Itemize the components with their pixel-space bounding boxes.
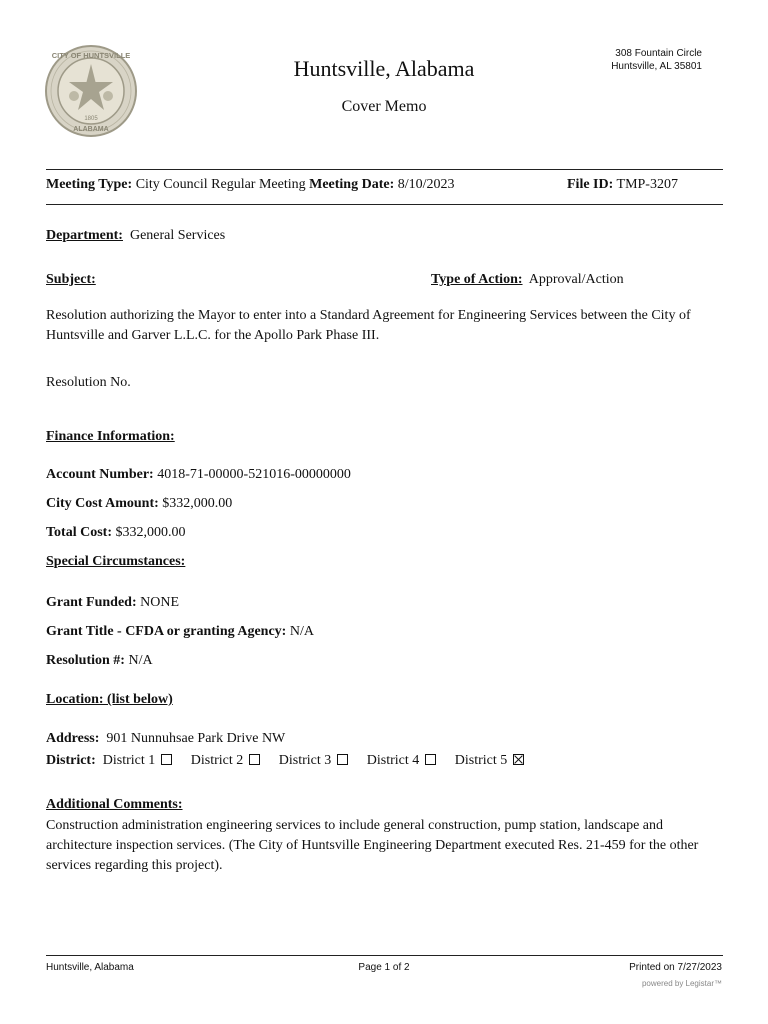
account-number-label: Account Number: — [46, 467, 154, 482]
address-label: Address: — [46, 731, 100, 746]
special-circumstances-heading: Special Circumstances: — [46, 554, 186, 569]
type-of-action-row — [431, 271, 624, 289]
total-cost-value: $332,000.00 — [115, 525, 186, 540]
resolution-number-label: Resolution #: — [46, 653, 125, 668]
district-2-label: District 2 — [190, 753, 244, 768]
account-number-row — [46, 466, 351, 484]
address-line-2: Huntsville, AL 35801 — [611, 61, 702, 72]
district-3-checkbox[interactable] — [337, 754, 348, 765]
finance-heading: Finance Information: — [46, 429, 175, 444]
meeting-type-value: City Council Regular Meeting — [135, 177, 306, 192]
grant-title-value: N/A — [289, 624, 314, 639]
meeting-date-label: Meeting Date: — [309, 177, 395, 192]
footer-printed-date: Printed on 7/27/2023 — [629, 962, 722, 973]
seal-bottom-text: ALABAMA — [73, 126, 109, 133]
seal-ring-text: CITY OF HUNTSVILLE — [51, 51, 131, 60]
file-id-value: TMP-3207 — [616, 177, 678, 192]
address-row — [46, 730, 285, 748]
department-value: General Services — [129, 228, 226, 243]
district-5-checkbox[interactable] — [513, 754, 524, 765]
account-number-value: 4018-71-00000-521016-00000000 — [157, 467, 351, 482]
meeting-date-value: 8/10/2023 — [397, 177, 455, 192]
office-address — [611, 47, 702, 73]
grant-title-label: Grant Title - CFDA or granting Agency: — [46, 624, 287, 639]
district-4-checkbox[interactable] — [425, 754, 436, 765]
subject-text: Resolution authorizing the Mayor to enter into a Standard Agreement for Engineering Services between the City of Huntsville and Garver L.L.C. for the Apollo Park Phase III. — [46, 308, 691, 343]
district-row — [46, 752, 539, 770]
divider — [46, 204, 723, 205]
powered-by-legistar: powered by Legistar™ — [641, 979, 722, 988]
district-5-label: District 5 — [454, 753, 508, 768]
meeting-type-label: Meeting Type: — [46, 177, 133, 192]
meeting-type-row — [46, 176, 455, 194]
divider — [46, 169, 723, 170]
city-cost-value: $332,000.00 — [162, 496, 233, 511]
additional-comments-heading: Additional Comments: — [46, 797, 183, 812]
resolution-no: Resolution No. — [46, 375, 131, 390]
city-title: Huntsville, Alabama — [293, 56, 475, 81]
district-3-label: District 3 — [278, 753, 332, 768]
department-label: Department: — [46, 228, 123, 243]
grant-funded-row — [46, 594, 179, 612]
district-2-checkbox[interactable] — [249, 754, 260, 765]
seal-year: 1805 — [84, 116, 98, 122]
district-4-label: District 4 — [366, 753, 420, 768]
city-cost-label: City Cost Amount: — [46, 496, 159, 511]
footer-page-number: Page 1 of 2 — [358, 962, 410, 973]
total-cost-row — [46, 524, 186, 542]
resolution-number-value: N/A — [128, 653, 153, 668]
file-id-label: File ID: — [567, 177, 614, 192]
department-row — [46, 227, 225, 245]
resolution-number-row — [46, 652, 153, 670]
total-cost-label: Total Cost: — [46, 525, 112, 540]
type-of-action-label: Type of Action: — [431, 272, 523, 287]
grant-funded-label: Grant Funded: — [46, 595, 137, 610]
city-cost-row — [46, 495, 232, 513]
grant-funded-value: NONE — [140, 595, 180, 610]
additional-comments-text: Construction administration engineering services to include general construction, pump station, landscape and architecture inspection services. (The City of Huntsville Engineering Department executed Res. 21-459 for the other services regarding this project). — [46, 818, 699, 873]
location-heading: Location: (list below) — [46, 692, 173, 707]
type-of-action-value: Approval/Action — [528, 272, 624, 287]
grant-title-row — [46, 623, 314, 641]
footer-divider — [46, 955, 723, 956]
subject-label: Subject: — [46, 272, 96, 287]
memo-title: Cover Memo — [341, 98, 427, 115]
district-label: District: — [46, 753, 96, 768]
address-value: 901 Nunnuhsae Park Drive NW — [106, 731, 286, 746]
address-line-1: 308 Fountain Circle — [615, 48, 702, 59]
footer-left: Huntsville, Alabama — [46, 962, 134, 973]
district-1-checkbox[interactable] — [161, 754, 172, 765]
district-1-label: District 1 — [102, 753, 156, 768]
file-id-row — [567, 176, 678, 194]
